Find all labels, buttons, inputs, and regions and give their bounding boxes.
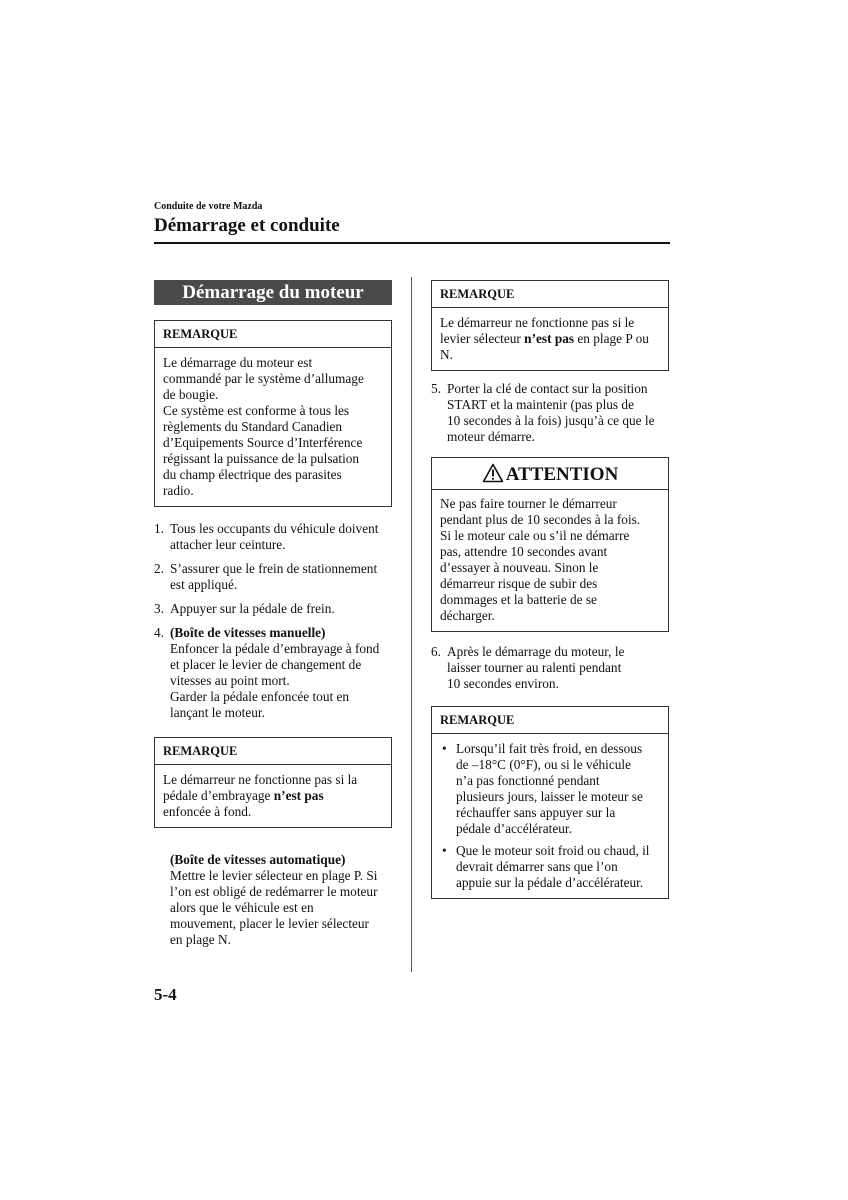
note-emphasis: n’est pas	[273, 788, 324, 803]
note-body	[432, 734, 668, 898]
bullet-line: Que le moteur soit froid ou chaud, il	[456, 843, 650, 858]
auto-line: en plage N.	[170, 932, 231, 947]
bullet-icon: •	[442, 843, 447, 858]
step-number: 3.	[154, 601, 164, 616]
note-emphasis: n’est pas	[524, 331, 575, 346]
step-heading: (Boîte de vitesses manuelle)	[170, 625, 326, 640]
attention-line: pas, attendre 10 secondes avant	[440, 544, 608, 559]
right-column	[431, 280, 669, 899]
attention-title: ATTENTION	[505, 464, 619, 485]
step-line: lançant le moteur.	[170, 705, 265, 720]
section-title: Démarrage et conduite	[154, 215, 340, 236]
attention-line: démarreur risque de subir des	[440, 576, 598, 591]
note-text: pédale d’embrayage	[163, 788, 274, 803]
step-2	[154, 561, 392, 593]
note-line: Ce système est conforme à tous les	[163, 403, 350, 418]
note-heading: REMARQUE	[155, 321, 391, 348]
step-5	[431, 381, 669, 445]
bullet-line: réchauffer sans appuyer sur la	[456, 805, 616, 820]
step-line: 10 secondes environ.	[447, 676, 559, 691]
attention-line: d’essayer à nouveau. Sinon le	[440, 560, 599, 575]
attention-body	[432, 490, 668, 631]
attention-line: Si le moteur cale ou s’il ne démarre	[440, 528, 630, 543]
attention-line: pendant plus de 10 secondes à la fois.	[440, 512, 641, 527]
note-bullet	[440, 741, 660, 837]
note-heading: REMARQUE	[432, 707, 668, 734]
column-divider	[411, 277, 412, 972]
bullet-icon: •	[442, 741, 447, 756]
step-1	[154, 521, 392, 553]
bullet-line: Lorsqu’il fait très froid, en dessous	[456, 741, 643, 756]
automatic-transmission-block	[154, 852, 392, 948]
step-line: et placer le levier de changement de	[170, 657, 362, 672]
step-line: Après le démarrage du moteur, le	[447, 644, 625, 659]
attention-line: Ne pas faire tourner le démarreur	[440, 496, 617, 511]
auto-heading: (Boîte de vitesses automatique)	[170, 852, 346, 867]
note-line: de bougie.	[163, 387, 219, 402]
step-line: START et la maintenir (pas plus de	[447, 397, 634, 412]
note-body	[155, 765, 391, 827]
bullet-line: devrait démarrer sans que l’on	[456, 859, 618, 874]
note-line: Le démarreur ne fonctionne pas si la	[163, 772, 358, 787]
step-line: Enfoncer la pédale d’embrayage à fond	[170, 641, 380, 656]
step-line: vitesses au point mort.	[170, 673, 290, 688]
bullet-line: n’a pas fonctionné pendant	[456, 773, 600, 788]
bullet-line: appuie sur la pédale d’accélérateur.	[456, 875, 644, 890]
attention-line: dommages et la batterie de se	[440, 592, 597, 607]
start-steps-final	[431, 644, 669, 692]
bullet-line: plusieurs jours, laisser le moteur se	[456, 789, 643, 804]
note-bullet	[440, 843, 660, 891]
step-line: moteur démarre.	[447, 429, 535, 444]
note-line	[440, 331, 660, 347]
warning-icon	[482, 463, 504, 483]
note-body	[432, 308, 668, 370]
step-line: attacher leur ceinture.	[170, 537, 286, 552]
note-body	[155, 348, 391, 506]
step-line: Appuyer sur la pédale de frein.	[170, 601, 335, 616]
step-6	[431, 644, 669, 692]
auto-line: Mettre le levier sélecteur en plage P. Si	[170, 868, 378, 883]
step-line: Garder la pédale enfoncée tout en	[170, 689, 350, 704]
note-text: en plage P ou	[574, 331, 649, 346]
note-line: enfoncée à fond.	[163, 804, 252, 819]
step-3	[154, 601, 392, 617]
attention-box	[431, 457, 669, 632]
step-number: 1.	[154, 521, 164, 536]
step-line: Porter la clé de contact sur la position	[447, 381, 648, 396]
note-box-clutch	[154, 737, 392, 828]
step-line: est appliqué.	[170, 577, 238, 592]
note-line: règlements du Standard Canadien	[163, 419, 343, 434]
note-line: commandé par le système d’allumage	[163, 371, 364, 386]
note-line: régissant la puissance de la pulsation	[163, 451, 360, 466]
note-line	[163, 788, 383, 804]
step-number: 2.	[154, 561, 164, 576]
step-number: 6.	[431, 644, 441, 659]
attention-line: décharger.	[440, 608, 495, 623]
start-steps	[154, 521, 392, 721]
step-number: 5.	[431, 381, 441, 396]
step-4	[154, 625, 392, 721]
page-number: 5-4	[154, 985, 177, 1004]
note-line: N.	[440, 347, 453, 362]
chapter-title: Conduite de votre Mazda	[154, 201, 263, 212]
bullet-line: pédale d’accélérateur.	[456, 821, 572, 836]
note-bullets	[440, 741, 660, 891]
note-heading: REMARQUE	[155, 738, 391, 765]
note-line: Le démarreur ne fonctionne pas si le	[440, 315, 635, 330]
note-box-cold-start	[431, 706, 669, 899]
step-line: Tous les occupants du véhicule doivent	[170, 521, 379, 536]
auto-line: alors que le véhicule est en	[170, 900, 314, 915]
note-line: Le démarrage du moteur est	[163, 355, 313, 370]
note-box-selector	[431, 280, 669, 371]
left-column	[154, 280, 392, 948]
note-text: levier sélecteur	[440, 331, 525, 346]
step-line: laisser tourner au ralenti pendant	[447, 660, 622, 675]
step-number: 4.	[154, 625, 164, 640]
header-rule	[154, 242, 670, 244]
start-steps-continued	[431, 381, 669, 445]
note-line: d’Equipements Source d’Interférence	[163, 435, 363, 450]
note-line: du champ électrique des parasites	[163, 467, 342, 482]
auto-line: mouvement, placer le levier sélecteur	[170, 916, 369, 931]
attention-heading	[432, 458, 668, 490]
note-box-ignition	[154, 320, 392, 507]
step-line: S’assurer que le frein de stationnement	[170, 561, 378, 576]
auto-line: l’on est obligé de redémarrer le moteur	[170, 884, 378, 899]
note-heading: REMARQUE	[432, 281, 668, 308]
topic-title: Démarrage du moteur	[154, 280, 392, 305]
note-line: radio.	[163, 483, 194, 498]
bullet-line: de –18°C (0°F), ou si le véhicule	[456, 757, 631, 772]
step-line: 10 secondes à la fois) jusqu’à ce que le	[447, 413, 655, 428]
